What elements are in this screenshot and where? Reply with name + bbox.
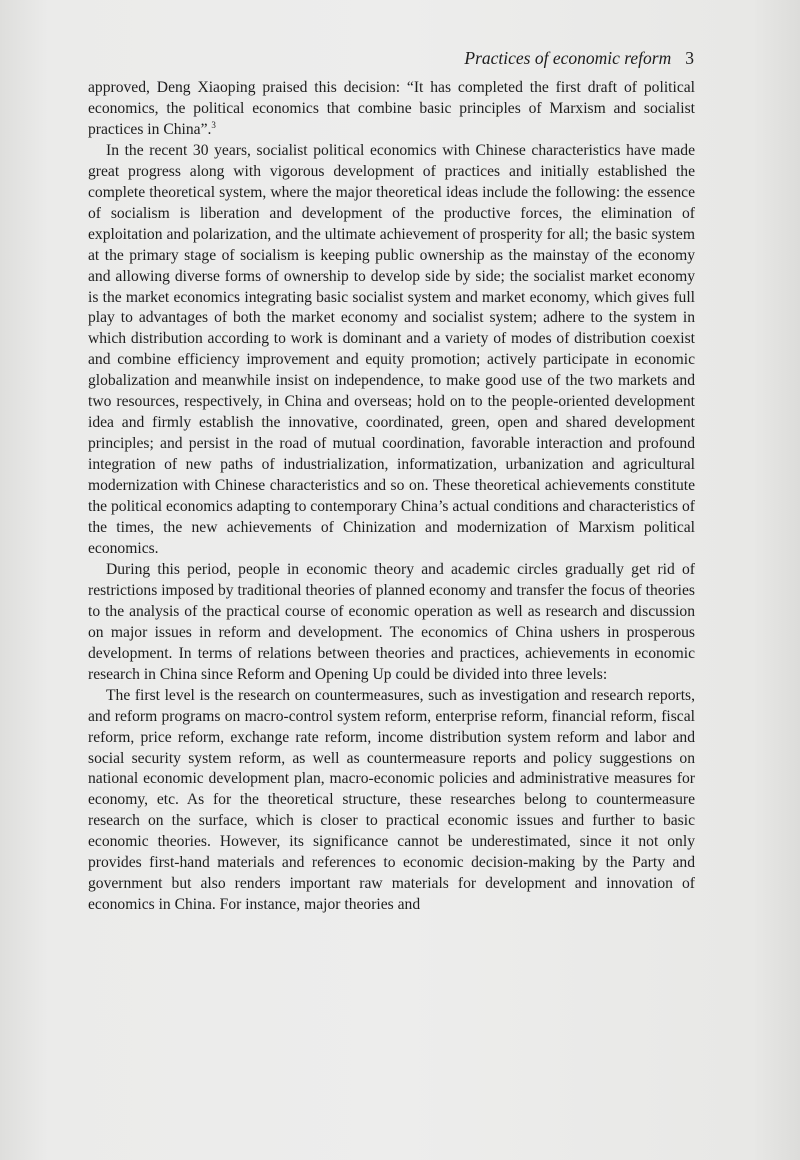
paragraph-political-economics-progress: In the recent 30 years, socialist political economics with Chinese characteristics have made great progress along with vigorous development of practices and initially established the complete theoretical system, where the major theoretical ideas include the following: the essence of socialism is liberation and development of the productive forces, the elimination of exploitation and polarization, and the ultimate achievement of prosperity for all; the basic system at the primary stage of socialism is keeping public ownership as the mainstay of the economy and allowing diverse forms of ownership to develop side by side; the socialist market economy is the market economics integrating basic socialist system and market economy, which gives full play to advantages of both the market economy and socialist system; adhere to the system in which distribution according to work is dominant and a variety of modes of distribution coexist and combine efficiency improvement and equity promotion; actively participate in economic globalization and meanwhile insist on independence, to make good use of the two markets and two resources, respectively, in China and overseas; hold on to the people-oriented development idea and firmly establish the innovative, coordinated, green, open and shared development principles; and persist in the road of mutual coordination, favorable interaction and profound integration of new paths of industrialization, informatization, urbanization and agricultural modernization with Chinese characteristics and so on. These theoretical achievements constitute the political economics adapting to contemporary China’s actual conditions and characteristics of the times, the new achievements of Chinization and modernization of Marxism political economics.	[88, 141, 695, 557]
running-head	[88, 47, 694, 69]
paragraph-text: approved, Deng Xiaoping praised this decision: “It has completed the first draft of political economics, the political economics that combine basic principles of Marxism and socialist practices in China”.	[88, 79, 695, 138]
paragraph-economic-theory-circles: During this period, people in economic theory and academic circles gradually get rid of restrictions imposed by traditional theories of planned economy and transfer the focus of theories to the analysis of the practical course of economic operation as well as research and discussion on major issues in reform and development. The economics of China ushers in prosperous development. In terms of relations between theories and practices, achievements in economic research in China since Reform and Opening Up could be divided into three levels:	[88, 560, 695, 683]
running-head-title: Practices of economic reform	[464, 48, 672, 68]
page-number: 3	[685, 48, 694, 68]
paragraph-continued	[88, 78, 695, 141]
footnote-marker: 3	[211, 119, 216, 130]
paragraph-first-level-research: The first level is the research on countermeasures, such as investigation and research reports, and reform programs on macro-control system reform, enterprise reform, financial reform, fiscal reform, price reform, exchange rate reform, income distribution system reform and labor and social security system reform, as well as countermeasure reports and policy suggestions on national economic development plan, macro-economic policies and administrative measures for economy, etc. As for the theoretical structure, these researches belong to countermeasure research on the surface, which is closer to practical economic issues and further to basic economic theories. However, its significance cannot be underestimated, since it not only provides first-hand materials and references to economic decision-making by the Party and government but also renders important raw materials for development and innovation of economics in China. For instance, major theories and	[88, 686, 695, 914]
body-text	[88, 78, 695, 916]
